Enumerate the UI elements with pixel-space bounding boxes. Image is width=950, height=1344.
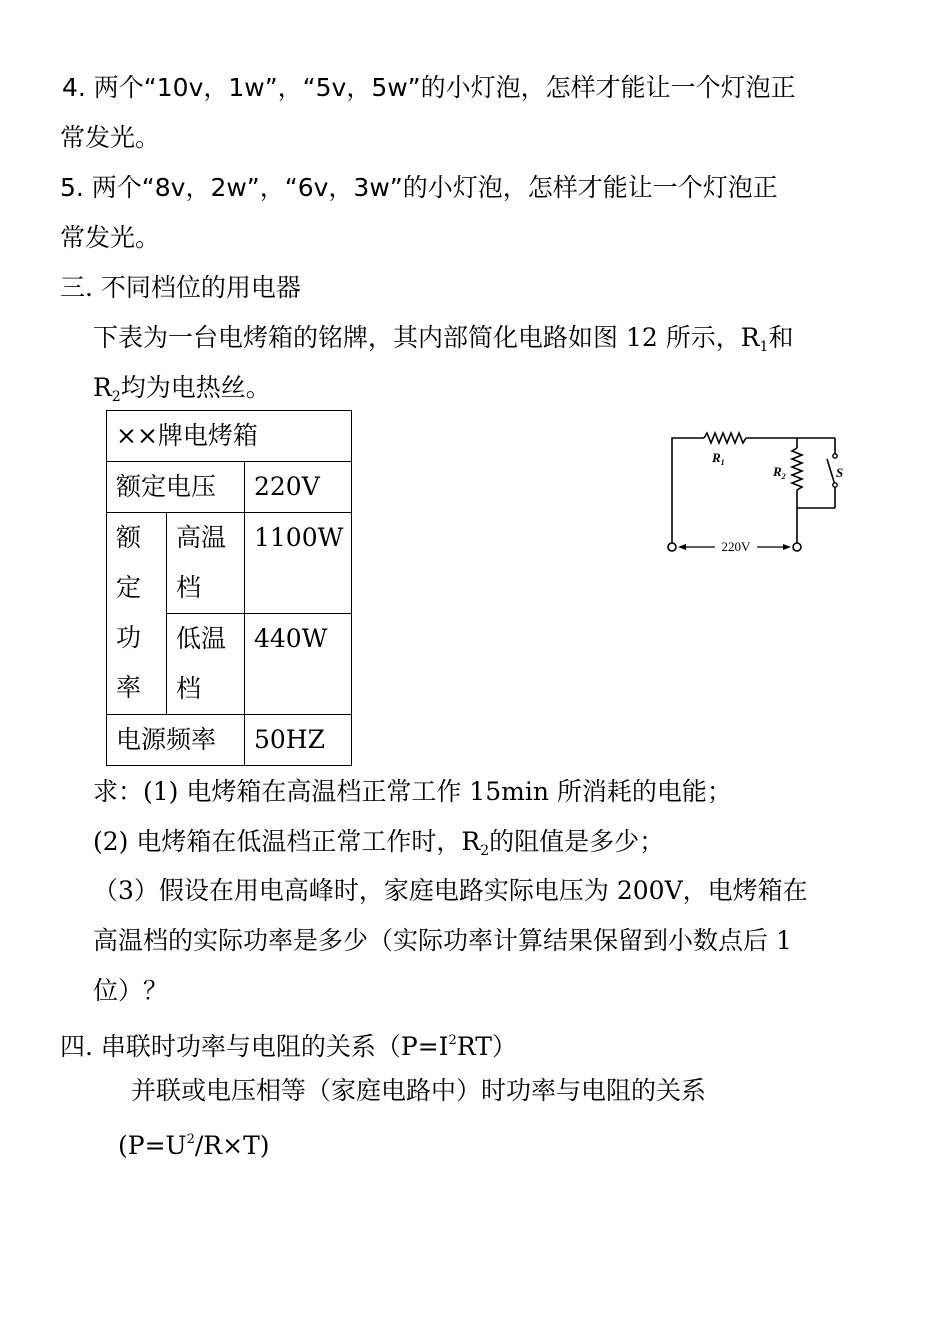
r2-resistor-symbol <box>792 448 802 490</box>
r2-label: $R_2$ <box>773 464 786 481</box>
terminal-left-icon <box>668 543 676 551</box>
voltage-label: 220V <box>721 539 751 554</box>
high-temp-value: 1100W <box>245 513 352 614</box>
terminal-right-icon <box>793 543 801 551</box>
oven-circuit-diagram <box>660 425 844 560</box>
frequency-label: 电源频率 <box>107 715 245 766</box>
q4-line-2: 常发光。 <box>60 123 161 152</box>
low-temp-value: 440W <box>245 614 352 715</box>
r1-resistor-symbol <box>704 433 746 443</box>
q5-line-2: 常发光。 <box>60 223 161 252</box>
oven-spec-table <box>106 410 352 766</box>
switch-label: S <box>836 465 844 480</box>
wire-left <box>672 438 704 547</box>
low-temp-label: 低温 档 <box>167 614 245 715</box>
section-3-intro-line-2: $R_2$均为电热丝。 <box>93 373 271 405</box>
section-4-line-2: 并联或电压相等（家庭电路中）时功率与电阻的关系 <box>131 1076 707 1105</box>
table-title: ××牌电烤箱 <box>107 411 352 462</box>
q5-line-1: 5. 两个“8v，2w”，“6v，3w”的小灯泡，怎样才能让一个灯泡正 <box>60 173 778 202</box>
ask-3-line-3: 位）？ <box>93 976 169 1005</box>
section-3-heading: 三. 不同档位的用电器 <box>60 273 301 302</box>
high-temp-label: 高温 档 <box>167 513 245 614</box>
ask-1: 求：(1) 电烤箱在高温档正常工作 15min 所消耗的电能； <box>93 777 732 806</box>
frequency-value: 50HZ <box>245 715 352 766</box>
section-3-intro-line-1: 下表为一台电烤箱的铭牌，其内部简化电路如图 12 所示，$R_1$和 <box>93 323 794 355</box>
ask-2: (2) 电烤箱在低温档正常工作时，$R_2$的阻值是多少； <box>93 827 665 859</box>
section-4-heading: 四. 串联时功率与电阻的关系$(P=I^2RT)$ <box>60 1032 517 1061</box>
rated-voltage-label: 额定电压 <box>107 462 245 513</box>
r1-label: $R_1$ <box>712 450 725 467</box>
ask-3-line-1: （3）假设在用电高峰时，家庭电路实际电压为 200V，电烤箱在 <box>93 876 808 905</box>
ask-3-line-2: 高温档的实际功率是多少（实际功率计算结果保留到小数点后 1 <box>93 926 792 955</box>
section-4-line-3: $(P=U^2/R\times T)$ <box>118 1131 270 1160</box>
q4-line-1: 4. 两个“10v，1w”，“5v，5w”的小灯泡，怎样才能让一个灯泡正 <box>62 73 796 102</box>
rated-voltage-value: 220V <box>245 462 352 513</box>
rated-power-label: 额 定 功 率 <box>107 513 167 715</box>
switch-blade <box>827 459 835 485</box>
